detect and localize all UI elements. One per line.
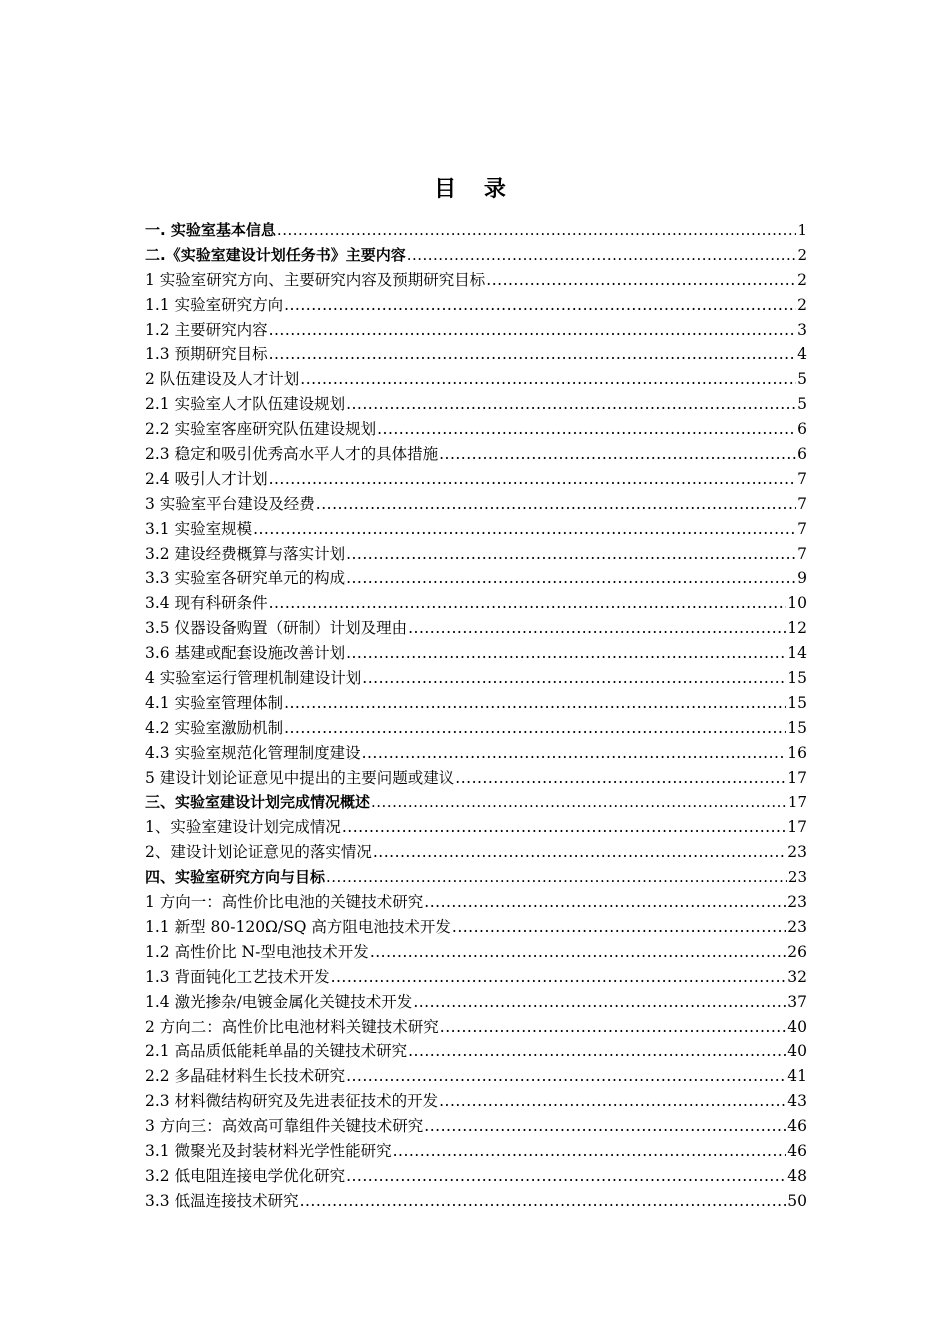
toc-entry-page-number: 1	[797, 221, 807, 239]
toc-entry-page-number: 2	[797, 270, 807, 289]
toc-entry-label: 3.4 现有科研条件	[145, 594, 268, 613]
toc-entry-label: 5 建设计划论证意见中提出的主要问题或建议	[145, 768, 455, 787]
toc-entry-page-number: 23	[787, 893, 807, 912]
toc-entry-label: 1、实验室建设计划完成情况	[145, 818, 341, 837]
toc-entry-page-number: 6	[797, 420, 807, 439]
toc-entry-label: 2.3 稳定和吸引优秀高水平人才的具体措施	[145, 445, 439, 464]
toc-entry-label: 一. 实验室基本信息	[145, 221, 276, 239]
toc-dot-leader	[326, 865, 787, 890]
toc-dot-leader	[342, 815, 786, 840]
toc-entry-page-number: 5	[797, 370, 807, 389]
toc-entry-page-number: 15	[787, 718, 807, 737]
toc-dot-leader	[424, 1114, 786, 1139]
toc-entry[interactable]	[145, 790, 807, 815]
toc-entry[interactable]	[145, 990, 807, 1015]
toc-entry-page-number: 43	[787, 1092, 807, 1111]
toc-dot-leader	[408, 616, 786, 641]
toc-dot-leader	[269, 342, 797, 367]
toc-list	[145, 218, 807, 1214]
toc-entry-label: 1 实验室研究方向、主要研究内容及预期研究目标	[145, 270, 486, 289]
toc-entry[interactable]	[145, 890, 807, 915]
toc-dot-leader	[362, 741, 787, 766]
toc-dot-leader	[346, 566, 796, 591]
toc-entry[interactable]	[145, 1164, 807, 1189]
toc-entry-label: 1 方向一：高性价比电池的关键技术研究	[145, 893, 424, 912]
toc-entry-page-number: 17	[787, 818, 807, 837]
toc-entry-page-number: 32	[787, 967, 807, 986]
toc-entry[interactable]	[145, 392, 807, 417]
toc-entry-page-number: 7	[797, 494, 807, 513]
toc-entry-label: 3.2 建设经费概算与落实计划	[145, 544, 346, 563]
toc-entry[interactable]	[145, 840, 807, 865]
toc-entry[interactable]	[145, 766, 807, 791]
toc-entry[interactable]	[145, 1039, 807, 1064]
toc-entry-page-number: 7	[797, 469, 807, 488]
toc-entry-label: 3.1 微聚光及封装材料光学性能研究	[145, 1141, 392, 1160]
toc-entry-page-number: 26	[787, 942, 807, 961]
toc-entry-label: 3.6 基建或配套设施改善计划	[145, 644, 346, 663]
toc-entry[interactable]	[145, 1114, 807, 1139]
toc-entry-page-number: 12	[787, 619, 807, 638]
toc-entry[interactable]	[145, 940, 807, 965]
toc-entry[interactable]	[145, 641, 807, 666]
toc-entry[interactable]	[145, 915, 807, 940]
toc-dot-leader	[408, 1039, 786, 1064]
toc-dot-leader	[269, 467, 797, 492]
toc-entry[interactable]	[145, 965, 807, 990]
toc-entry-page-number: 9	[797, 569, 807, 588]
toc-entry-label: 3.3 实验室各研究单元的构成	[145, 569, 346, 588]
toc-dot-leader	[269, 591, 787, 616]
toc-entry-label: 2、建设计划论证意见的落实情况	[145, 843, 372, 862]
toc-entry-label: 三、实验室建设计划完成情况概述	[145, 793, 371, 812]
toc-entry-page-number: 50	[787, 1191, 807, 1210]
toc-entry-page-number: 14	[787, 644, 807, 663]
toc-entry-label: 3 方向三：高效高可靠组件关键技术研究	[145, 1117, 424, 1136]
toc-entry[interactable]	[145, 865, 807, 890]
toc-entry-label: 2 队伍建设及人才计划	[145, 370, 300, 389]
toc-entry[interactable]	[145, 815, 807, 840]
toc-entry[interactable]	[145, 591, 807, 616]
toc-entry-label: 4.1 实验室管理体制	[145, 693, 284, 712]
toc-dot-leader	[316, 492, 796, 517]
toc-dot-leader	[346, 1164, 786, 1189]
toc-dot-leader	[300, 1189, 787, 1214]
toc-entry-page-number: 23	[787, 917, 807, 936]
toc-entry-label: 4.3 实验室规范化管理制度建设	[145, 743, 361, 762]
toc-dot-leader	[300, 367, 796, 392]
toc-dot-leader	[269, 318, 797, 343]
toc-entry-label: 1.3 背面钝化工艺技术开发	[145, 967, 330, 986]
toc-entry[interactable]	[145, 243, 807, 268]
toc-entry-page-number: 23	[787, 868, 807, 887]
toc-entry[interactable]	[145, 1189, 807, 1214]
toc-dot-leader	[346, 641, 786, 666]
toc-dot-leader	[486, 268, 796, 293]
toc-dot-leader	[362, 666, 786, 691]
toc-entry-page-number: 48	[787, 1166, 807, 1185]
toc-dot-leader	[393, 1139, 787, 1164]
toc-dot-leader	[346, 1064, 786, 1089]
toc-dot-leader	[440, 1015, 786, 1040]
toc-entry-label: 2.4 吸引人才计划	[145, 469, 268, 488]
toc-entry[interactable]	[145, 417, 807, 442]
toc-entry[interactable]	[145, 318, 807, 343]
toc-entry[interactable]	[145, 1139, 807, 1164]
toc-entry-page-number: 10	[787, 594, 807, 613]
toc-entry-label: 1.1 新型 80-120Ω/SQ 高方阻电池技术开发	[145, 917, 451, 936]
toc-title: 目 录	[434, 177, 516, 202]
toc-entry-page-number: 6	[797, 445, 807, 464]
toc-entry-page-number: 7	[797, 544, 807, 563]
toc-dot-leader	[370, 940, 786, 965]
toc-entry-label: 4.2 实验室激励机制	[145, 718, 284, 737]
toc-entry-page-number: 37	[787, 992, 807, 1011]
toc-entry[interactable]	[145, 716, 807, 741]
toc-entry-label: 2.1 高品质低能耗单晶的关键技术研究	[145, 1042, 408, 1061]
toc-entry[interactable]	[145, 741, 807, 766]
toc-dot-leader	[439, 1089, 786, 1114]
toc-entry-label: 1.1 实验室研究方向	[145, 295, 284, 314]
toc-dot-leader	[424, 890, 786, 915]
toc-entry-page-number: 46	[787, 1141, 807, 1160]
toc-entry-label: 1.2 高性价比 N-型电池技术开发	[145, 942, 369, 961]
toc-entry-page-number: 17	[787, 793, 807, 812]
toc-entry[interactable]	[145, 367, 807, 392]
toc-entry-label: 3 实验室平台建设及经费	[145, 494, 315, 513]
toc-dot-leader	[455, 766, 786, 791]
toc-entry[interactable]	[145, 293, 807, 318]
toc-dot-leader	[277, 218, 797, 243]
toc-entry[interactable]	[145, 691, 807, 716]
toc-entry-label: 1.2 主要研究内容	[145, 320, 268, 339]
toc-entry-label: 1.3 预期研究目标	[145, 345, 268, 364]
toc-entry-page-number: 4	[797, 345, 807, 364]
toc-dot-leader	[346, 542, 796, 567]
toc-entry[interactable]	[145, 666, 807, 691]
toc-entry-page-number: 15	[787, 693, 807, 712]
toc-entry[interactable]	[145, 467, 807, 492]
toc-entry[interactable]	[145, 1064, 807, 1089]
toc-entry[interactable]	[145, 517, 807, 542]
toc-entry-page-number: 23	[787, 843, 807, 862]
toc-entry-label: 3.2 低电阻连接电学优化研究	[145, 1166, 346, 1185]
toc-entry[interactable]	[145, 218, 807, 243]
toc-entry-page-number: 16	[787, 743, 807, 762]
toc-entry[interactable]	[145, 616, 807, 641]
toc-dot-leader	[346, 392, 796, 417]
toc-entry[interactable]	[145, 268, 807, 293]
toc-dot-leader	[373, 840, 786, 865]
toc-entry-label: 2.3 材料微结构研究及先进表征技术的开发	[145, 1092, 439, 1111]
toc-dot-leader	[253, 517, 796, 542]
toc-dot-leader	[452, 915, 786, 940]
toc-entry[interactable]	[145, 1015, 807, 1040]
toc-dot-leader	[371, 790, 787, 815]
toc-entry[interactable]	[145, 566, 807, 591]
toc-dot-leader	[413, 990, 786, 1015]
toc-entry-page-number: 41	[787, 1067, 807, 1086]
toc-entry-page-number: 40	[787, 1017, 807, 1036]
toc-entry-page-number: 2	[797, 245, 807, 264]
toc-entry-label: 4 实验室运行管理机制建设计划	[145, 669, 362, 688]
toc-entry-page-number: 40	[787, 1042, 807, 1061]
toc-dot-leader	[284, 716, 786, 741]
toc-dot-leader	[439, 442, 796, 467]
toc-entry[interactable]	[145, 1089, 807, 1114]
toc-entry-label: 二.《实验室建设计划任务书》主要内容	[145, 245, 406, 264]
toc-entry-page-number: 7	[797, 519, 807, 538]
toc-entry[interactable]	[145, 342, 807, 367]
toc-entry-label: 3.1 实验室规模	[145, 519, 253, 538]
toc-entry-label: 3.5 仪器设备购置（研制）计划及理由	[145, 619, 408, 638]
toc-entry-label: 2.2 实验室客座研究队伍建设规划	[145, 420, 377, 439]
toc-entry-label: 四、实验室研究方向与目标	[145, 868, 326, 887]
toc-entry-page-number: 46	[787, 1117, 807, 1136]
toc-entry-label: 2.1 实验室人才队伍建设规划	[145, 395, 346, 414]
toc-entry-page-number: 2	[797, 295, 807, 314]
toc-entry-label: 2 方向二：高性价比电池材料关键技术研究	[145, 1017, 439, 1036]
toc-entry[interactable]	[145, 442, 807, 467]
toc-dot-leader	[284, 293, 796, 318]
toc-entry-label: 3.3 低温连接技术研究	[145, 1191, 299, 1210]
toc-dot-leader	[407, 243, 797, 268]
toc-dot-leader	[284, 691, 786, 716]
toc-entry[interactable]	[145, 542, 807, 567]
toc-dot-leader	[331, 965, 787, 990]
toc-entry-page-number: 5	[797, 395, 807, 414]
toc-entry-label: 2.2 多晶硅材料生长技术研究	[145, 1067, 346, 1086]
toc-entry-page-number: 15	[787, 669, 807, 688]
toc-entry-page-number: 3	[797, 320, 807, 339]
toc-entry-label: 1.4 激光掺杂/电镀金属化关键技术开发	[145, 992, 413, 1011]
toc-entry[interactable]	[145, 492, 807, 517]
toc-entry-page-number: 17	[787, 768, 807, 787]
toc-dot-leader	[377, 417, 796, 442]
